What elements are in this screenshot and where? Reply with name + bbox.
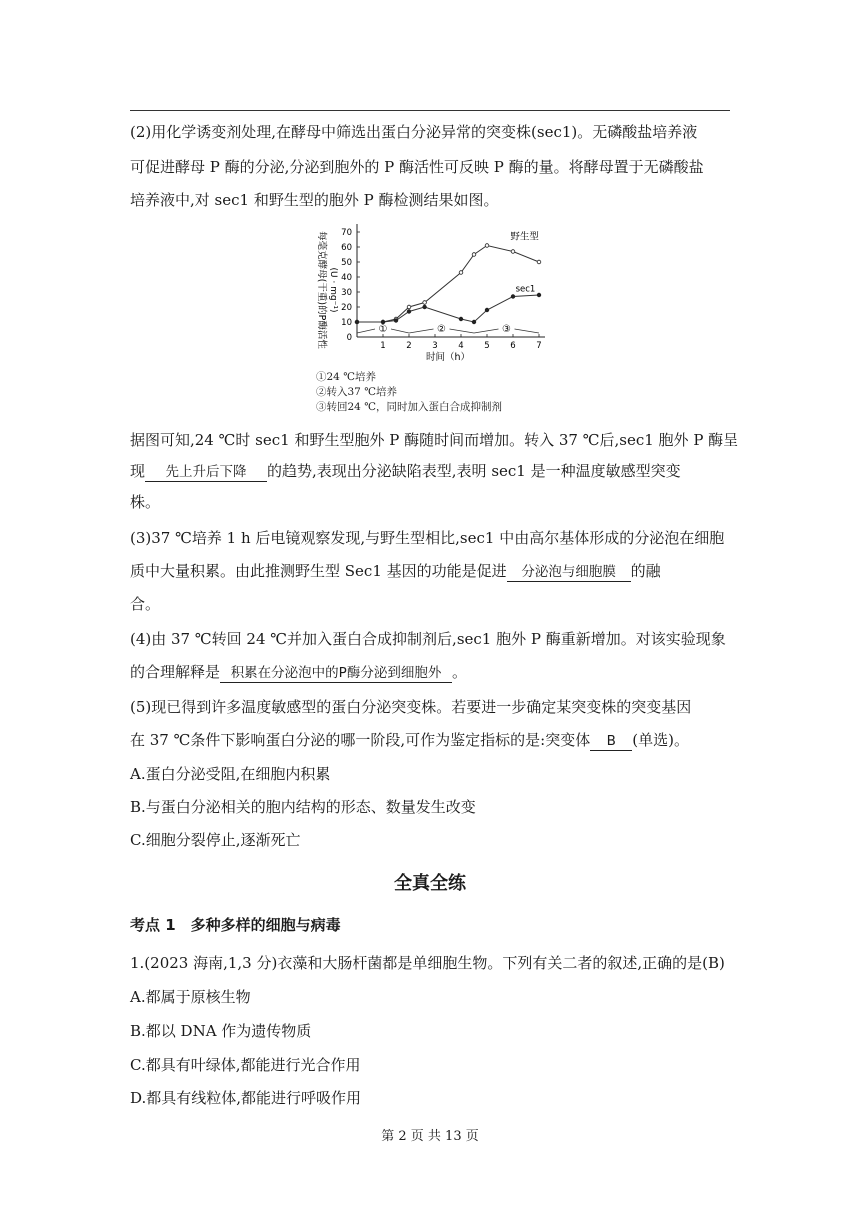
q2-line3: 培养液中,对 sec1 和野生型的胞外 P 酶检测结果如图。: [130, 191, 499, 209]
y-tick-label-0: 0: [346, 333, 352, 343]
x-tick-label-1: 1: [380, 341, 386, 351]
q3-line1: (3)37 ℃培养 1 h 后电镜观察发现,与野生型相比,sec1 中由高尔基体形成的分泌泡在细胞: [130, 529, 725, 547]
sec1-point-7: [485, 308, 489, 312]
q3-pre: 质中大量积累。由此推测野生型 Sec1 基因的功能是促进: [130, 562, 507, 580]
q2-answer-line3: 株。: [130, 493, 161, 511]
x-tick-label-4: 4: [458, 341, 464, 351]
sec1-point-1: [381, 320, 385, 324]
q3-answer-blank: 分泌泡与细胞膜: [507, 563, 631, 582]
q1-option-a: A.都属于原核生物: [130, 988, 251, 1006]
phase-marker-2: ②: [437, 324, 446, 335]
sec1-point-6: [472, 320, 476, 324]
wild-type-point-7: [485, 244, 489, 248]
q3-post: 的融: [630, 562, 661, 580]
sec1-point-9: [537, 293, 541, 297]
q2-answer-line1: 据图可知,24 ℃时 sec1 和野生型胞外 P 酶随时间而增加。转入 37 ℃后,sec1 胞外 P 酶呈: [130, 431, 739, 449]
phase-marker-1: ①: [378, 324, 388, 335]
section-title: 全真全练: [394, 873, 466, 894]
y-tick-label-70: 70: [341, 228, 352, 238]
wild-type-point-9: [537, 260, 541, 264]
y-tick-label-20: 20: [341, 303, 352, 313]
q4-line1: (4)由 37 ℃转回 24 ℃并加入蛋白合成抑制剂后,sec1 胞外 P 酶重新增加。对该实验现象: [130, 630, 726, 648]
x-tick-label-2: 2: [406, 341, 412, 351]
wild-type-point-5: [459, 271, 463, 275]
legend-note-3: ③转回24 ℃，同时加入蛋白合成抑制剂: [316, 401, 502, 413]
series-line-wild-type: [357, 246, 539, 323]
q2-answer-pre: 现: [130, 462, 146, 480]
sec1-point-0: [355, 320, 359, 324]
phase-marker-3: ③: [502, 324, 511, 335]
series-label-wild-type: 野生型: [510, 231, 539, 243]
phase-line-left-3: [474, 329, 499, 333]
x-tick-label-5: 5: [484, 341, 490, 351]
phase-line-right-3: [515, 329, 540, 333]
y-tick-label-60: 60: [341, 243, 352, 253]
y-axis-label-line2: (U · mg⁻¹): [328, 267, 338, 313]
sec1-point-3: [407, 310, 411, 314]
phase-line-right-2: [450, 329, 475, 333]
x-tick-label-6: 6: [510, 341, 516, 351]
page-footer: 第 2 页 共 13 页: [381, 1129, 479, 1144]
x-tick-label-7: 7: [536, 341, 542, 351]
q2-answer-blank: 先上升后下降: [145, 463, 267, 482]
q2-line2: 可促进酵母 P 酶的分泌,分泌到胞外的 P 酶活性可反映 P 酶的量。将酵母置于无磷酸盐: [130, 158, 704, 176]
wild-type-point-8: [511, 250, 515, 254]
y-axis-label: [316, 231, 338, 349]
q5-post: (单选)。: [632, 731, 689, 749]
wild-type-point-4: [423, 301, 427, 305]
q5-answer-blank: B: [590, 732, 632, 751]
q1-stem: 1.(2023 海南,1,3 分)衣藻和大肠杆菌都是单细胞生物。下列有关二者的叙述,正确的是(B): [130, 954, 725, 972]
q3-line3: 合。: [130, 595, 161, 613]
sec1-point-4: [423, 305, 427, 309]
y-tick-label-40: 40: [341, 273, 352, 283]
x-axis-label: 时间（h）: [425, 352, 471, 363]
legend-note-1: ①24 ℃培养: [316, 371, 376, 383]
q2-answer-line2: [130, 461, 730, 482]
q1-option-b: B.都以 DNA 作为遗传物质: [130, 1022, 312, 1040]
q4-answer-blank: 积累在分泌泡中的P酶分泌到细胞外: [220, 664, 452, 683]
q4-pre: 的合理解释是: [130, 663, 221, 681]
series-label-sec1: sec1: [515, 284, 536, 295]
q5-line2: [130, 730, 730, 751]
phase-line-right-1: [391, 329, 409, 333]
legend-note-2: ②转入37 ℃培养: [316, 386, 397, 398]
sec1-point-5: [459, 317, 463, 321]
q5-line1: (5)现已得到许多温度敏感型的蛋白分泌突变株。若要进一步确定某突变株的突变基因: [130, 698, 692, 716]
q1-option-d: D.都具有线粒体,都能进行呼吸作用: [130, 1089, 362, 1107]
phase-line-left-2: [409, 329, 434, 333]
y-axis-label-line1: 每毫克酵母(干重)的P酶活性: [316, 231, 327, 349]
q2-line1: (2)用化学诱变剂处理,在酵母中筛选出蛋白分泌异常的突变株(sec1)。无磷酸盐培养液: [130, 123, 698, 141]
q5-pre: 在 37 ℃条件下影响蛋白分泌的哪一阶段,可作为鉴定指标的是:突变体: [130, 731, 591, 749]
y-tick-label-50: 50: [341, 258, 352, 268]
sec1-point-8: [511, 295, 515, 299]
q5-option-b: B.与蛋白分泌相关的胞内结构的形态、数量发生改变: [130, 798, 476, 816]
kaodian-heading: 考点 1 多种多样的细胞与病毒: [130, 916, 341, 934]
q4-line2: [130, 662, 730, 683]
q3-line2: [130, 561, 730, 582]
enzyme-activity-chart: [305, 222, 565, 372]
q5-option-c: C.细胞分裂停止,逐渐死亡: [130, 831, 301, 849]
q4-post: 。: [452, 663, 468, 681]
y-tick-label-10: 10: [341, 318, 352, 328]
q5-option-a: A.蛋白分泌受阻,在细胞内积累: [130, 765, 331, 783]
wild-type-point-3: [407, 305, 411, 309]
sec1-point-2: [394, 319, 398, 323]
x-tick-label-3: 3: [432, 341, 438, 351]
y-tick-label-30: 30: [341, 288, 352, 298]
q2-answer-post: 的趋势,表现出分泌缺陷表型,表明 sec1 是一种温度敏感型突变: [267, 462, 681, 480]
q1-option-c: C.都具有叶绿体,都能进行光合作用: [130, 1056, 361, 1074]
phase-line-left-1: [357, 329, 375, 333]
series-line-sec1: [357, 295, 539, 322]
header-rule: [130, 110, 730, 111]
wild-type-point-6: [472, 253, 476, 257]
